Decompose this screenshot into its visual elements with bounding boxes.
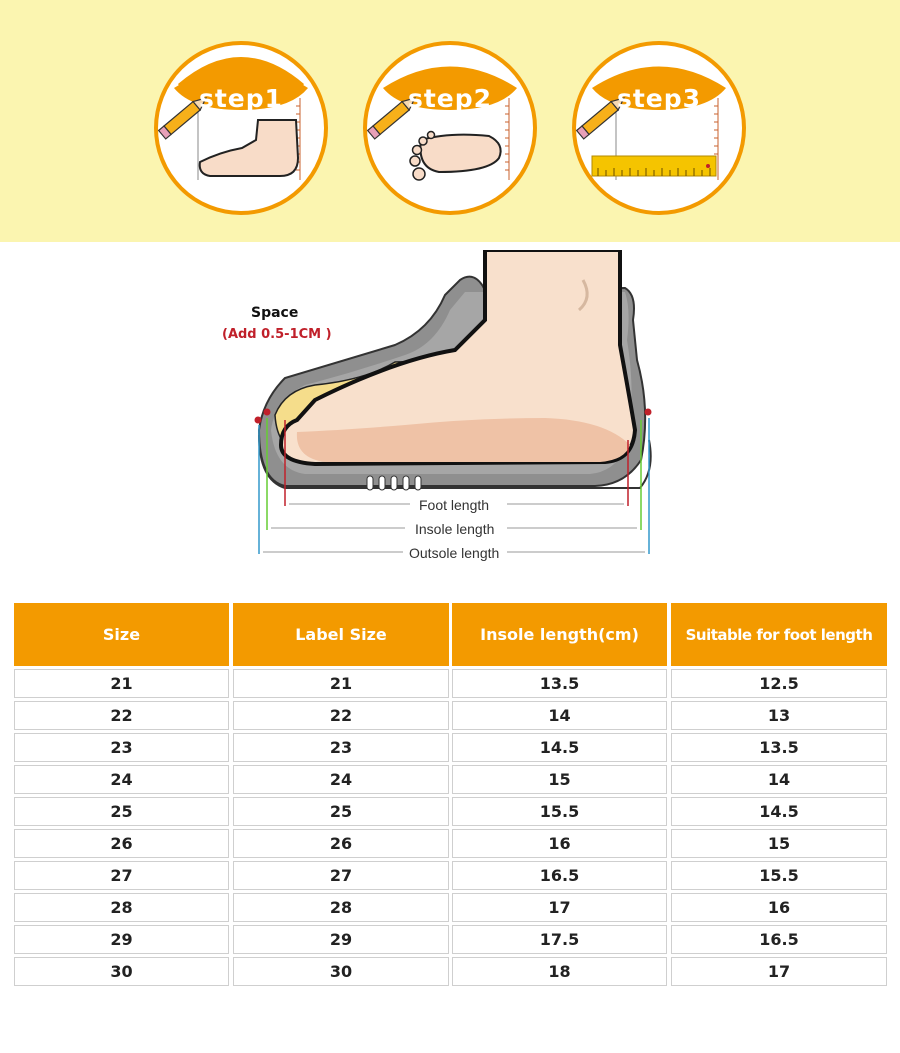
step-1-card xyxy=(150,40,332,216)
step-1-illustration xyxy=(150,40,332,216)
header-suitable-foot-length: Suitable for foot length xyxy=(671,603,887,666)
table-cell: 15.5 xyxy=(452,797,667,826)
table-cell: 26 xyxy=(14,829,229,858)
table-cell: 25 xyxy=(14,797,229,826)
space-label: Space xyxy=(251,305,299,321)
table-cell: 16 xyxy=(452,829,667,858)
header-insole-length: Insole length(cm) xyxy=(452,603,667,666)
measurement-steps-band xyxy=(0,0,900,242)
header-label-size: Label Size xyxy=(233,603,449,666)
table-cell: 28 xyxy=(14,893,229,922)
table-cell: 23 xyxy=(233,733,449,762)
table-cell: 14.5 xyxy=(671,797,887,826)
table-cell: 16.5 xyxy=(452,861,667,890)
table-cell: 30 xyxy=(14,957,229,986)
table-cell: 14 xyxy=(452,701,667,730)
table-cell: 14.5 xyxy=(452,733,667,762)
table-cell: 16.5 xyxy=(671,925,887,954)
step-2-card xyxy=(359,40,541,216)
table-cell: 18 xyxy=(452,957,667,986)
table-cell: 17.5 xyxy=(452,925,667,954)
insole-length-label: Insole length xyxy=(415,521,495,537)
table-cell: 22 xyxy=(14,701,229,730)
table-cell: 24 xyxy=(14,765,229,794)
table-cell: 13.5 xyxy=(452,669,667,698)
table-cell: 15 xyxy=(671,829,887,858)
step-3-label: step3 xyxy=(616,84,702,113)
step-2-label: step2 xyxy=(407,84,493,113)
step-2-illustration xyxy=(359,40,541,216)
table-cell: 16 xyxy=(671,893,887,922)
table-cell: 13.5 xyxy=(671,733,887,762)
header-size: Size xyxy=(14,603,229,666)
table-cell: 23 xyxy=(14,733,229,762)
table-cell: 24 xyxy=(233,765,449,794)
table-cell: 29 xyxy=(14,925,229,954)
table-cell: 21 xyxy=(233,669,449,698)
table-cell: 27 xyxy=(14,861,229,890)
table-cell: 13 xyxy=(671,701,887,730)
table-cell: 29 xyxy=(233,925,449,954)
table-cell: 26 xyxy=(233,829,449,858)
step-3-illustration xyxy=(568,40,750,216)
table-cell: 15 xyxy=(452,765,667,794)
space-allowance-note: (Add 0.5-1CM ) xyxy=(222,327,332,342)
table-cell: 28 xyxy=(233,893,449,922)
table-cell: 17 xyxy=(452,893,667,922)
table-cell: 30 xyxy=(233,957,449,986)
table-cell: 12.5 xyxy=(671,669,887,698)
table-cell: 15.5 xyxy=(671,861,887,890)
shoe-foot-diagram xyxy=(245,250,665,560)
table-cell: 27 xyxy=(233,861,449,890)
table-cell: 22 xyxy=(233,701,449,730)
foot-length-label: Foot length xyxy=(419,497,490,513)
outsole-length-label: Outsole length xyxy=(409,545,500,561)
step-1-label: step1 xyxy=(198,84,284,113)
table-cell: 17 xyxy=(671,957,887,986)
table-cell: 25 xyxy=(233,797,449,826)
table-cell: 21 xyxy=(14,669,229,698)
step-3-card xyxy=(568,40,750,216)
table-cell: 14 xyxy=(671,765,887,794)
